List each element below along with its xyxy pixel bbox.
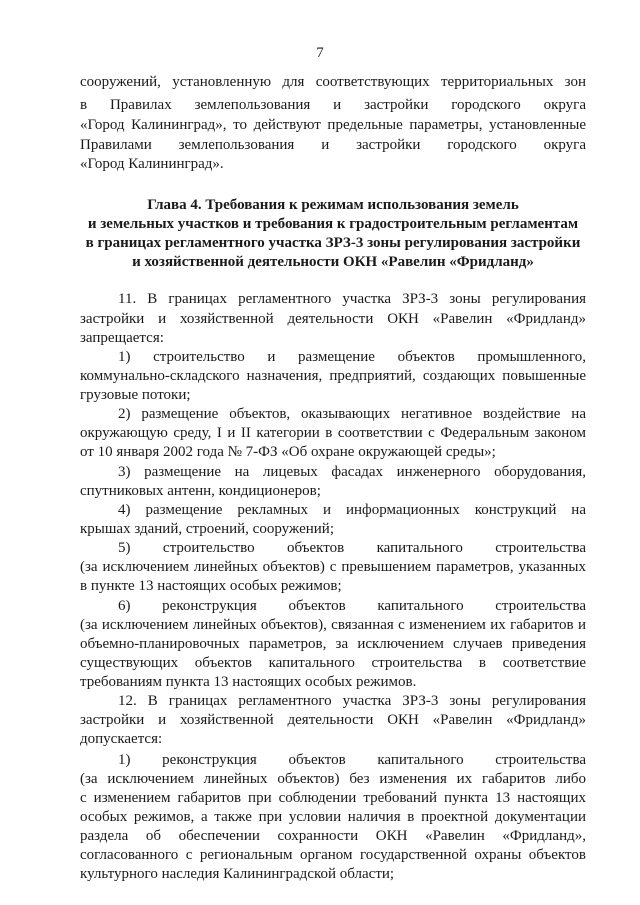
p11-item-line: в пункте 13 настоящих особых режимов; — [80, 578, 342, 594]
intro-line-3: «Город Калининград», то действуют предельные параметры, установленные — [80, 117, 586, 133]
p11-item-line: (за исключением линейных объектов), связанная с изменением их габаритов и — [80, 617, 586, 633]
p11-item-line: объемно-планировочных параметров, за исключением случаев приведения — [80, 636, 586, 652]
p12-item-line: культурного наследия Калининградской области; — [80, 866, 395, 882]
p11-item-line: 4) размещение рекламных и информационных конструкций на — [118, 502, 586, 518]
p11-item-line: (за исключением линейных объектов) с превышением параметров, указанных — [80, 559, 586, 575]
chapter-heading-line-2: и земельных участков и требования к градостроительным регламентам — [87, 216, 579, 232]
p12-item-line: (за исключением линейных объектов) без изменения их габаритов либо — [80, 771, 586, 787]
p11-line-2: застройки и хозяйственной деятельности ОКН «Равелин «Фридланд» — [80, 311, 586, 327]
p11-item-line: крышах зданий, строений, сооружений; — [80, 521, 335, 537]
p11-item-line: грузовые потоки; — [80, 387, 191, 403]
p12-item-line: раздела об обеспечении сохранности ОКН «Равелин «Фридланд», — [80, 828, 586, 844]
chapter-heading-line-3: в границах регламентного участка ЗРЗ-3 зоны регулирования застройки — [85, 235, 581, 251]
chapter-heading-line-1: Глава 4. Требования к режимам использования земель — [147, 197, 519, 213]
p11-item-line: 5) строительство объектов капитального строительства — [118, 540, 586, 556]
p11-item-line: 2) размещение объектов, оказывающих негативное воздействие на — [118, 406, 586, 422]
page-number: 7 — [316, 45, 324, 61]
p12-item-line: особых режимов, а также при условии наличия в проектной документации — [80, 809, 586, 825]
p11-item-line: окружающую среду, I и II категории в соответствии с Федеральным законом — [80, 425, 586, 441]
p12-item-line: согласованного с региональным органом государственной охраны объектов — [80, 847, 586, 863]
p11-item-line: 1) строительство и размещение объектов промышленного, — [118, 349, 586, 365]
p11-item-line: существующих объектов капитального строительства в соответствие — [80, 655, 586, 671]
p11-item-line: спутниковых антенн, кондиционеров; — [80, 483, 321, 499]
p11-item-line: от 10 января 2002 года № 7-ФЗ «Об охране окружающей среды»; — [80, 444, 496, 460]
p12-item-line: с изменением габаритов при соблюдении требований пункта 13 настоящих — [80, 790, 586, 806]
p12-item-line: 1) реконструкция объектов капитального строительства — [118, 752, 586, 768]
p11-item-line: коммунально-складского назначения, предприятий, создающих повышенные — [80, 368, 586, 384]
p11-line-1: 11. В границах регламентного участка ЗРЗ-3 зоны регулирования — [118, 291, 586, 307]
intro-line-5: «Город Калининград». — [80, 156, 224, 172]
intro-line-2: в Правилах землепользования и застройки городского округа — [80, 97, 586, 113]
p11-item-line: требованиям пункта 13 настоящих особых режимов. — [80, 674, 417, 690]
p12-line-2: застройки и хозяйственной деятельности ОКН «Равелин «Фридланд» — [80, 712, 586, 728]
intro-line-1: сооружений, установленную для соответствующих территориальных зон — [80, 74, 586, 90]
p11-item-line: 3) размещение на лицевых фасадах инженерного оборудования, — [118, 464, 586, 480]
intro-line-4: Правилами землепользования и застройки городского округа — [80, 137, 586, 153]
p12-line-1: 12. В границах регламентного участка ЗРЗ-3 зоны регулирования — [118, 693, 586, 709]
p12-line-3: допускается: — [80, 731, 163, 747]
chapter-heading-line-4: и хозяйственной деятельности ОКН «Равелин «Фридланд» — [132, 254, 534, 270]
p11-item-line: 6) реконструкция объектов капитального строительства — [118, 598, 586, 614]
p11-line-3: запрещается: — [80, 330, 164, 346]
